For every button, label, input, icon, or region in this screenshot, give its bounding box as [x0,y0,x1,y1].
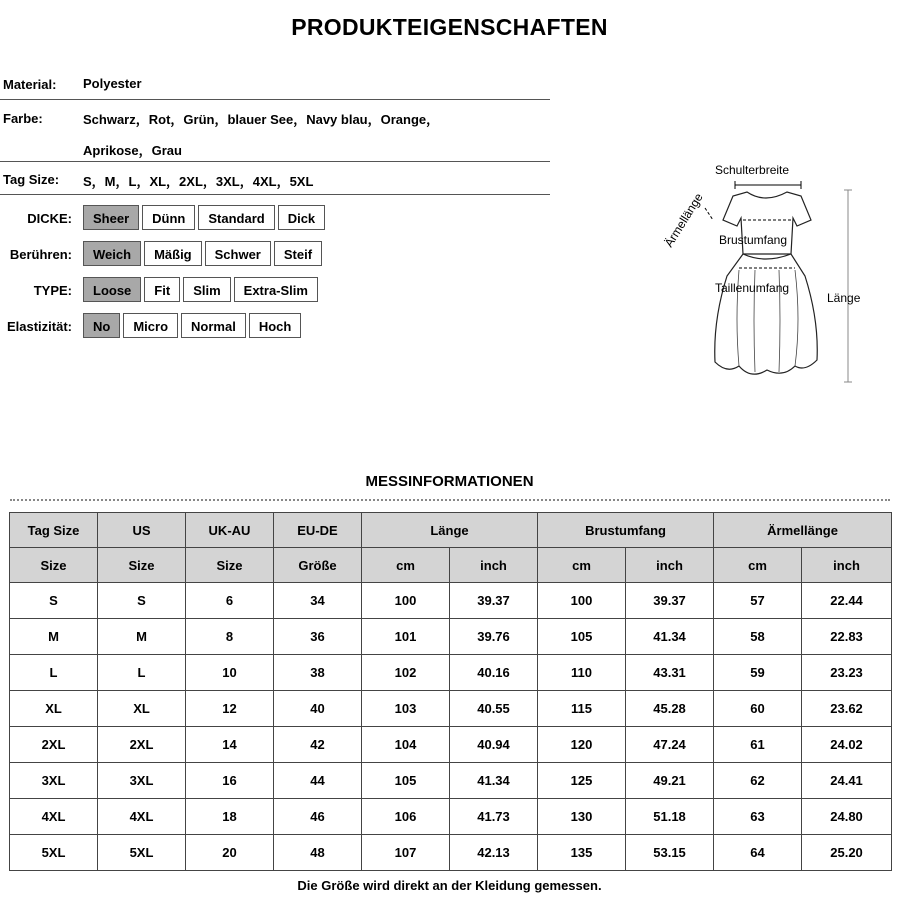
waist-label: Taillenumfang [715,281,790,295]
table-row [10,655,892,691]
attribute-option: Hoch [249,313,302,338]
table-cell: 60 [714,691,802,727]
table-cell: 106 [362,799,450,835]
table-cell: 135 [538,835,626,871]
measurement-title: MESSINFORMATIONEN [365,473,534,490]
color-value-line2: Aprikose，Grau [83,143,182,158]
table-cell: 101 [362,619,450,655]
table-header-cell: inch [450,548,538,583]
attribute-option: Dick [278,205,325,230]
attribute-option: Normal [181,313,246,338]
table-cell: M [98,619,186,655]
table-cell: 22.83 [802,619,892,655]
footer-note: Die Größe wird direkt an der Kleidung gemessen. [297,878,602,893]
table-cell: 4XL [10,799,98,835]
table-cell: 24.41 [802,763,892,799]
table-cell: 20 [186,835,274,871]
table-cell: 5XL [98,835,186,871]
table-cell: 43.31 [626,655,714,691]
table-row [10,583,892,619]
table-header-cell: Größe [274,548,362,583]
attribute-option: Schwer [205,241,271,266]
table-cell: 40.94 [450,727,538,763]
table-cell: 62 [714,763,802,799]
attribute-option: Sheer [83,205,139,230]
attribute-option: Slim [183,277,230,302]
table-cell: 12 [186,691,274,727]
table-header-cell: cm [538,548,626,583]
table-cell: 61 [714,727,802,763]
length-label: Länge [827,291,861,305]
table-cell: L [10,655,98,691]
attribute-option: Micro [123,313,178,338]
table-cell: 64 [714,835,802,871]
table-header-row [10,513,892,548]
table-header-cell: cm [362,548,450,583]
table-cell: 44 [274,763,362,799]
table-cell: 47.24 [626,727,714,763]
table-row [10,835,892,871]
table-cell: 41.34 [450,763,538,799]
sleeve-label: Ärmellänge [661,190,706,250]
table-header-cell: Size [98,548,186,583]
table-cell: 2XL [98,727,186,763]
table-cell: 36 [274,619,362,655]
table-cell: 125 [538,763,626,799]
bust-label: Brustumfang [719,233,788,247]
table-header-cell: inch [626,548,714,583]
table-cell: 14 [186,727,274,763]
table-cell: S [98,583,186,619]
divider [0,161,550,162]
table-header-cell: Ärmellänge [714,513,892,548]
table-cell: 24.80 [802,799,892,835]
table-cell: 110 [538,655,626,691]
table-cell: 39.37 [626,583,714,619]
table-cell: 57 [714,583,802,619]
page-title: PRODUKTEIGENSCHAFTEN [291,14,608,40]
table-cell: 104 [362,727,450,763]
attribute-option: Mäßig [144,241,202,266]
table-cell: 45.28 [626,691,714,727]
table-cell: 40.55 [450,691,538,727]
table-cell: 16 [186,763,274,799]
table-cell: 8 [186,619,274,655]
divider [0,99,550,100]
divider [0,194,550,195]
attribute-options [83,313,301,338]
table-row [10,619,892,655]
table-cell: 51.18 [626,799,714,835]
table-cell: 100 [362,583,450,619]
table-cell: 58 [714,619,802,655]
attribute-option: Extra-Slim [234,277,318,302]
attribute-label: DICKE: [27,211,72,226]
material-label: Material: [3,77,57,92]
table-header-cell: EU-DE [274,513,362,548]
table-cell: 53.15 [626,835,714,871]
table-header-cell: cm [714,548,802,583]
table-header-cell: Tag Size [10,513,98,548]
table-cell: 100 [538,583,626,619]
table-row [10,691,892,727]
attribute-option: Steif [274,241,322,266]
table-cell: 39.37 [450,583,538,619]
attribute-options [83,205,325,230]
color-value-line1: Schwarz，Rot，Grün，blauer See，Navy blau，Orange， [83,112,440,127]
table-cell: 3XL [10,763,98,799]
table-cell: 2XL [10,727,98,763]
table-cell: 39.76 [450,619,538,655]
attribute-option: No [83,313,120,338]
size-table [9,512,892,871]
dotted-divider [10,499,890,501]
table-header-cell: Size [10,548,98,583]
table-cell: XL [10,691,98,727]
table-row [10,763,892,799]
table-cell: 22.44 [802,583,892,619]
table-cell: 5XL [10,835,98,871]
table-cell: 25.20 [802,835,892,871]
table-cell: 59 [714,655,802,691]
table-cell: 105 [362,763,450,799]
attribute-option: Loose [83,277,141,302]
table-subheader-row [10,548,892,583]
table-cell: 24.02 [802,727,892,763]
table-cell: L [98,655,186,691]
table-cell: 120 [538,727,626,763]
table-cell: 23.62 [802,691,892,727]
attribute-label: TYPE: [33,283,72,298]
table-cell: 107 [362,835,450,871]
dress-diagram [655,160,885,390]
table-cell: 49.21 [626,763,714,799]
table-cell: XL [98,691,186,727]
table-cell: 42 [274,727,362,763]
table-cell: 6 [186,583,274,619]
table-cell: 23.23 [802,655,892,691]
attribute-options [83,241,322,266]
attribute-option: Standard [198,205,274,230]
table-cell: 40 [274,691,362,727]
table-row [10,727,892,763]
attribute-option: Weich [83,241,141,266]
table-cell: 48 [274,835,362,871]
table-cell: 41.73 [450,799,538,835]
table-cell: 103 [362,691,450,727]
attribute-label: Berühren: [9,247,72,262]
table-cell: 38 [274,655,362,691]
table-header-cell: Size [186,548,274,583]
table-cell: 3XL [98,763,186,799]
table-cell: 34 [274,583,362,619]
table-cell: 46 [274,799,362,835]
table-cell: 42.13 [450,835,538,871]
table-header-cell: US [98,513,186,548]
table-cell: M [10,619,98,655]
table-cell: 40.16 [450,655,538,691]
material-value: Polyester [83,76,142,91]
tag-size-label: Tag Size: [3,172,60,187]
table-header-cell: Länge [362,513,538,548]
attribute-option: Dünn [142,205,195,230]
table-cell: 41.34 [626,619,714,655]
table-cell: 10 [186,655,274,691]
attribute-option: Fit [144,277,180,302]
shoulder-label: Schulterbreite [715,163,790,177]
table-cell: 115 [538,691,626,727]
table-cell: 18 [186,799,274,835]
tag-size-value: S，M，L，XL，2XL，3XL，4XL，5XL [83,174,314,189]
table-cell: 4XL [98,799,186,835]
table-cell: 102 [362,655,450,691]
table-cell: S [10,583,98,619]
table-cell: 63 [714,799,802,835]
table-header-cell: inch [802,548,892,583]
table-header-cell: Brustumfang [538,513,714,548]
attribute-options [83,277,318,302]
table-header-cell: UK-AU [186,513,274,548]
color-label: Farbe: [3,111,43,126]
table-cell: 105 [538,619,626,655]
table-row [10,799,892,835]
table-cell: 130 [538,799,626,835]
attribute-label: Elastizität: [6,319,72,334]
